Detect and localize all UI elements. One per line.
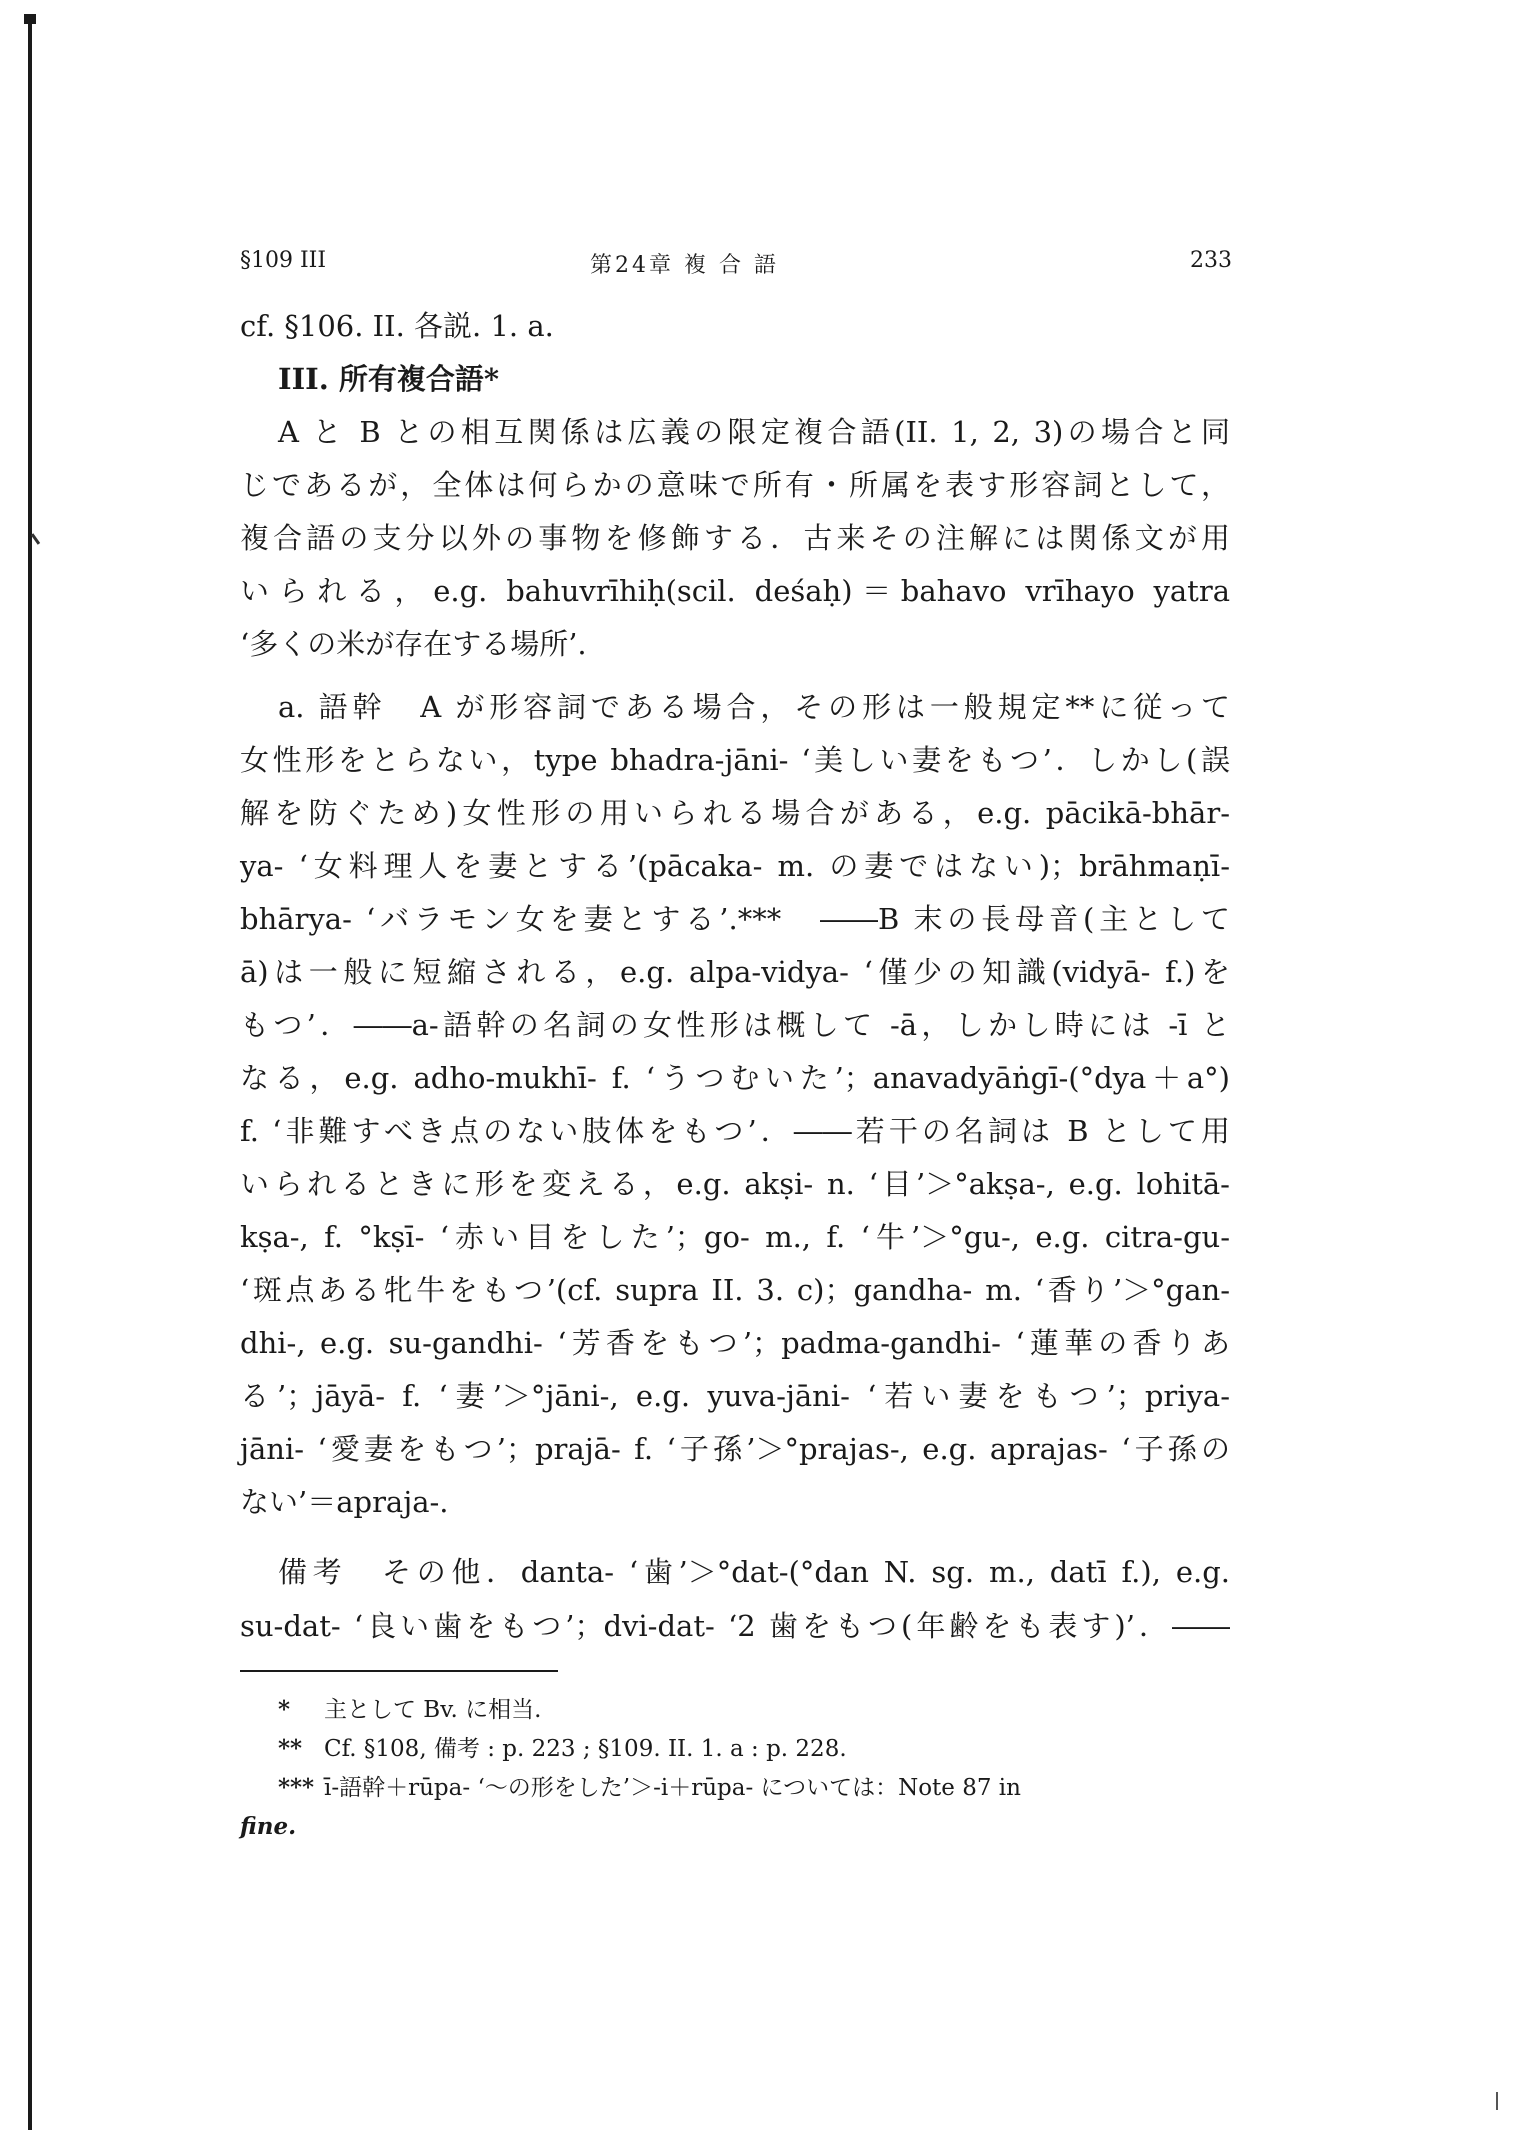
text-line: ‘斑点ある牝牛をもつ’(cf. supra II. 3. c)；gandha- m. ‘香り’＞°gan- bbox=[240, 1273, 1230, 1307]
text-line: ā)は一般に短縮される，e.g. alpa-vidya- ‘僅少の知識(vidyā- f.)を bbox=[240, 955, 1230, 989]
remarks-section bbox=[240, 1545, 1230, 1653]
text-line: cf. §106. II. 各説. 1. a. bbox=[240, 309, 554, 343]
text-line: 複合語の支分以外の事物を修飾する．古来その注解には関係文が用 bbox=[240, 521, 1230, 555]
footnote-text: fine. bbox=[240, 1813, 297, 1840]
text-line: る’；jāyā- f. ‘妻’＞°jāni-, e.g. yuva-jāni- ‘若い妻をもつ’；priya- bbox=[240, 1379, 1230, 1413]
text-line: kṣa-, f. °kṣī- ‘赤い目をした’；go- m., f. ‘牛’＞°gu-, e.g. citra-gu- bbox=[240, 1220, 1230, 1254]
footnote-marker: * bbox=[278, 1696, 291, 1723]
text-line: なる，e.g. adho-mukhī- f. ‘うつむいた’；anavadyāṅgī-(°dya＋a°) bbox=[240, 1061, 1230, 1095]
footnote bbox=[240, 1768, 1230, 1807]
header-section-ref: §109 III bbox=[240, 248, 327, 273]
text-line: 解を防ぐため)女性形の用いられる場合がある，e.g. pācikā-bhār- bbox=[240, 796, 1230, 830]
remarks-line: 備考 その他．danta- ‘歯’＞°dat-(°dan N. sg. m., datī f.), e.g. bbox=[278, 1555, 1230, 1589]
remarks-line: su-dat- ‘良い歯をもつ’；dvi-dat- ‘2 歯をもつ(年齢をも表す)’．―― bbox=[240, 1609, 1230, 1643]
footnote-text: ī-語幹＋rūpa- ‘～の形をした’＞-i＋rūpa- については：Note 87 in bbox=[324, 1775, 1021, 1801]
page-number: 233 bbox=[1190, 248, 1232, 273]
footnote-text: Cf. §108, 備考 : p. 223 ; §109. II. 1. a : p. 228. bbox=[324, 1736, 847, 1762]
footnote bbox=[240, 1690, 1230, 1729]
text-line: bhārya- ‘バラモン女を妻とする’.*** ――B 末の長母音(主として bbox=[240, 902, 1230, 936]
text-line: f. ‘非難すべき点のない肢体をもつ’．――若干の名詞は B として用 bbox=[240, 1114, 1230, 1148]
text-line: ない’＝apraja-. bbox=[240, 1485, 449, 1519]
footnotes bbox=[240, 1690, 1230, 1846]
margin-mark bbox=[31, 533, 40, 545]
footnote-text: 主として Bv. に相当. bbox=[324, 1697, 542, 1723]
text-line: じであるが，全体は何らかの意味で所有・所属を表す形容詞として， bbox=[240, 468, 1230, 502]
edge-tick-mark bbox=[1496, 2092, 1498, 2110]
running-header bbox=[0, 248, 1520, 288]
footnote-divider bbox=[240, 1670, 558, 1672]
text-line: ya- ‘女料理人を妻とする’(pācaka- m. の妻ではない)；brāhmaṇī- bbox=[240, 849, 1230, 883]
footnote-continuation bbox=[240, 1807, 1230, 1846]
text-line: jāni- ‘愛妻をもつ’；prajā- f. ‘子孫’＞°prajas-, e.g. aprajas- ‘子孫の bbox=[240, 1432, 1230, 1466]
footnote-marker: *** bbox=[278, 1774, 315, 1801]
text-line: ‘多くの米が存在する場所’. bbox=[240, 627, 587, 661]
text-line: いられるときに形を変える，e.g. akṣi- n. ‘目’＞°akṣa-, e.g. lohitā- bbox=[240, 1167, 1230, 1201]
text-line: もつ’．――a-語幹の名詞の女性形は概して -ā，しかし時には -ī と bbox=[240, 1008, 1230, 1042]
section-heading: III. 所有複合語* bbox=[278, 362, 500, 396]
text-line: いられる，e.g. bahuvrīhiḥ(scil. deśaḥ)＝bahavo vrīhayo yatra bbox=[240, 574, 1230, 608]
text-line: dhi-, e.g. su-gandhi- ‘芳香をもつ’；padma-gandhi- ‘蓮華の香りあ bbox=[240, 1326, 1230, 1360]
header-chapter-title: 第24章 複 合 語 bbox=[590, 253, 779, 278]
main-text bbox=[240, 300, 1230, 1529]
footnote bbox=[240, 1729, 1230, 1768]
footnote-marker: ** bbox=[278, 1735, 303, 1762]
binding-edge-line bbox=[28, 18, 32, 2130]
text-line: A と B との相互関係は広義の限定複合語(II. 1, 2, 3)の場合と同 bbox=[278, 415, 1230, 449]
subsection-paragraph-start: a. 語幹 A が形容詞である場合，その形は一般規定**に従って bbox=[278, 690, 1230, 724]
text-line: 女性形をとらない，type bhadra-jāni- ‘美しい妻をもつ’．しかし(誤 bbox=[240, 743, 1230, 777]
